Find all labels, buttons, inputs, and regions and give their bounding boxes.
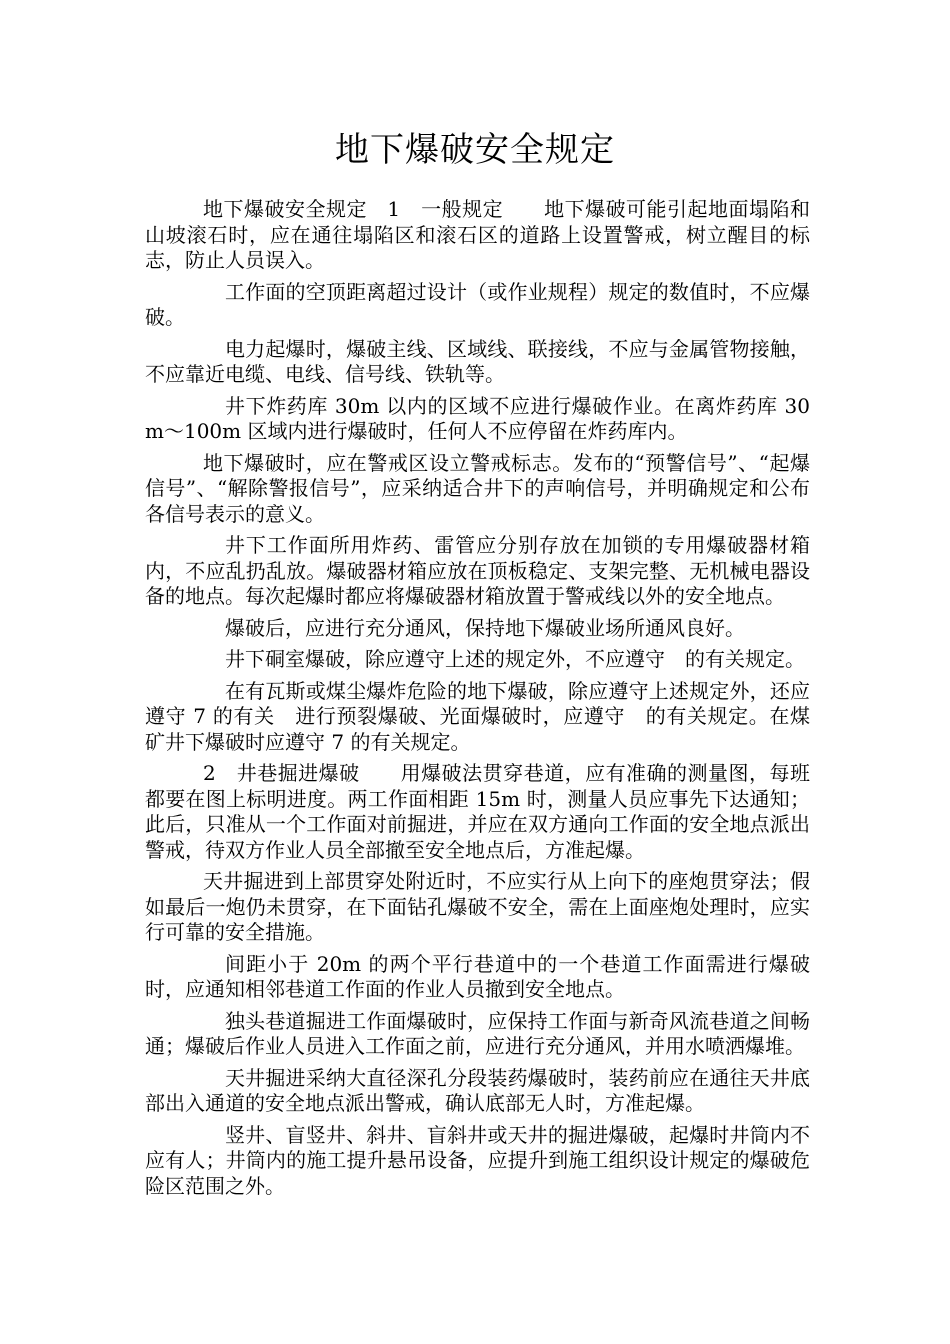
paragraph-material-boxes: 井下工作面所用炸药、雷管应分别存放在加锁的专用爆破器材箱内，不应乱扔乱放。爆破器材箱应放在顶板稳定、支架完整、无机械电器设备的地点。每次起爆时都应将爆破器材箱放置于警戒线以外的安全地点。 [145, 533, 810, 608]
paragraph-tunnel-driving: 2 井巷掘进爆破 用爆破法贯穿巷道，应有准确的测量图，每班都要在图上标明进度。两工作面相距 15m 时，测量人员应事先下达通知；此后，只准从一个工作面对前掘进，并应在双方通向工作面的安全地点派出警戒，待双方作业人员全部撤至安全地点后，方准起爆。 [145, 761, 810, 862]
document-body [145, 197, 810, 1205]
paragraph-deep-hole-raise: 天井掘进采纳大直径深孔分段装药爆破时，装药前应在通往天井底部出入通道的安全地点派出警戒，确认底部无人时，方准起爆。 [145, 1065, 810, 1115]
page-title: 地下爆破安全规定 [335, 130, 615, 170]
paragraph-electric-detonation: 电力起爆时，爆破主线、区域线、联接线，不应与金属管物接触，不应靠近电缆、电线、信号线、铁轨等。 [145, 336, 810, 386]
paragraph-roof-distance: 工作面的空顶距离超过设计（或作业规程）规定的数值时，不应爆破。 [145, 279, 810, 329]
paragraph-raise-breakthrough: 天井掘进到上部贯穿处附近时，不应实行从上向下的座炮贯穿法；假如最后一炮仍未贯穿，在下面钻孔爆破不安全，需在上面座炮处理时，应实行可靠的安全措施。 [145, 869, 810, 944]
paragraph-general-rules: 地下爆破安全规定 1 一般规定 地下爆破可能引起地面塌陷和山坡滚石时，应在通往塌陷区和滚石区的道路上设置警戒，树立醒目的标志，防止人员误入。 [145, 197, 810, 272]
paragraph-shaft-sinking: 竖井、盲竖井、斜井、盲斜井或天井的掘进爆破，起爆时井筒内不应有人；井筒内的施工提升悬吊设备，应提升到施工组织设计规定的爆破危险区范围之外。 [145, 1122, 810, 1198]
paragraph-dead-end-roadway: 独头巷道掘进工作面爆破时，应保持工作面与新奇风流巷道之间畅通；爆破后作业人员进入工作面之前，应进行充分通风，并用水喷洒爆堆。 [145, 1008, 810, 1058]
paragraph-chamber-blasting: 井下硐室爆破，除应遵守上述的规定外，不应遵守 的有关规定。 [225, 647, 805, 671]
paragraph-explosive-storage: 井下炸药库 30m 以内的区域不应进行爆破作业。在离炸药库 30m～100m 区域内进行爆破时，任何人不应停留在炸药库内。 [145, 393, 810, 443]
paragraph-warning-signals: 地下爆破时，应在警戒区设立警戒标志。发布的“预警信号”、“起爆信号”、“解除警报信号”，应采纳适合井下的声响信号，并明确规定和公布各信号表示的意义。 [145, 450, 810, 526]
paragraph-gas-coal-dust: 在有瓦斯或煤尘爆炸危险的地下爆破，除应遵守上述规定外，还应遵守 7 的有关 进行预裂爆破、光面爆破时，应遵守 的有关规定。在煤矿井下爆破时应遵守 7 的有关规定。 [145, 678, 810, 754]
paragraph-ventilation: 爆破后，应进行充分通风，保持地下爆破业场所通风良好。 [225, 615, 745, 640]
paragraph-parallel-roadways: 间距小于 20m 的两个平行巷道中的一个巷道工作面需进行爆破时，应通知相邻巷道工作面的作业人员撤到安全地点。 [145, 951, 810, 1001]
